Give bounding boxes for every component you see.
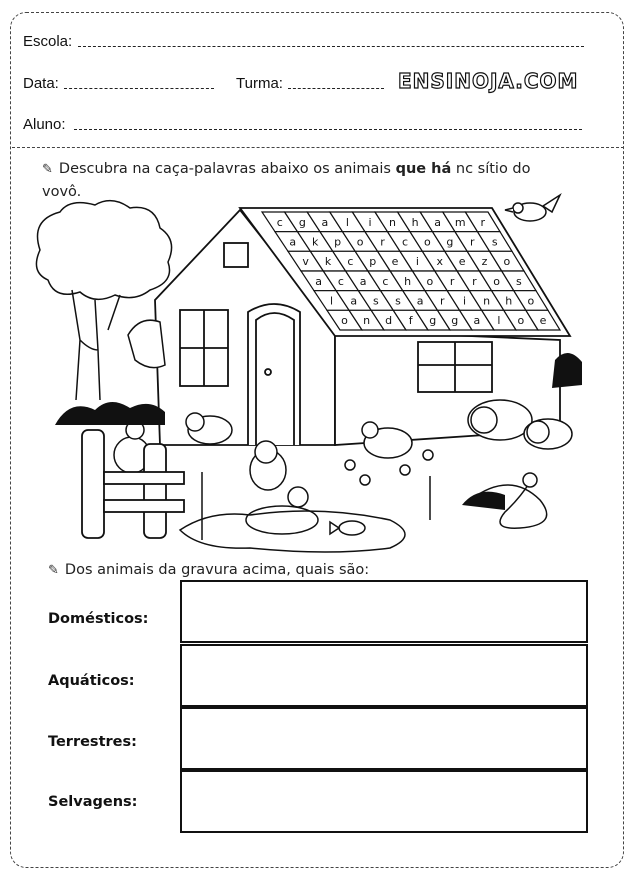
- instruction-2: [48, 562, 369, 578]
- grid-letter: a: [434, 215, 441, 229]
- grid-letter: k: [311, 235, 319, 249]
- label-domesticos: Domésticos:: [48, 611, 149, 627]
- grid-letter: a: [321, 215, 329, 229]
- grid-letter: e: [539, 314, 547, 328]
- grid-letter: c: [347, 255, 354, 269]
- grid-letter: a: [359, 274, 367, 288]
- aluno-label: Aluno:: [23, 116, 66, 133]
- instruction-1-text: Descubra na caça-palavras abaixo os animais: [58, 161, 396, 177]
- grid-letter: z: [481, 255, 488, 269]
- grid-letter: c: [276, 215, 283, 229]
- bird: [505, 195, 560, 221]
- grid-letter: g: [451, 314, 459, 328]
- grid-letter: e: [391, 255, 399, 269]
- grid-letter: r: [480, 215, 485, 229]
- grid-letter: c: [401, 235, 409, 249]
- grid-letter: o: [493, 274, 500, 288]
- grid-letter: l: [345, 215, 349, 229]
- horse: [128, 320, 165, 367]
- cat: [250, 441, 286, 490]
- grid-letter: o: [356, 235, 364, 249]
- brand-logo: ENSINOJA.COM: [398, 69, 579, 93]
- pencil-icon-2: ✎: [48, 563, 59, 578]
- pencil-icon: ✎: [42, 162, 53, 177]
- grid-letter: x: [436, 255, 444, 269]
- instruction-1-text-end: nc sítio do: [451, 161, 531, 177]
- grid-letter: o: [341, 314, 348, 328]
- data-label: Data:: [23, 75, 59, 92]
- grid-letter: m: [454, 215, 466, 229]
- answer-box-aquaticos[interactable]: [180, 644, 588, 707]
- grid-letter: l: [330, 294, 334, 308]
- grid-letter: a: [473, 314, 481, 328]
- grid-letter: o: [426, 274, 434, 288]
- grid-letter: o: [424, 235, 431, 249]
- grid-letter: i: [462, 294, 467, 308]
- grid-letter: c: [382, 274, 389, 288]
- grid-letter: c: [337, 274, 344, 288]
- grid-letter: d: [385, 314, 393, 328]
- grid-letter: v: [302, 255, 309, 269]
- grid-letter: g: [429, 314, 437, 328]
- grid-letter: n: [483, 294, 491, 308]
- grid-letter: s: [491, 235, 498, 249]
- instruction-2-text: Dos animais da gravura acima, quais são:: [64, 562, 370, 578]
- grid-letter: e: [458, 255, 466, 269]
- grid-letter: o: [503, 255, 511, 269]
- grid-letter: h: [404, 274, 412, 288]
- grid-letter: a: [315, 274, 322, 288]
- grid-letter: h: [411, 215, 419, 229]
- grid-letter: a: [416, 294, 424, 308]
- grid-letter: g: [446, 235, 454, 249]
- label-terrestres: Terrestres:: [48, 734, 137, 750]
- grid-letter: r: [380, 235, 385, 249]
- grid-letter: p: [369, 255, 377, 269]
- instruction-1-line2: vovô.: [42, 184, 82, 200]
- answer-box-terrestres[interactable]: [180, 707, 588, 770]
- label-aquaticos: Aquáticos:: [48, 673, 135, 689]
- fish: [330, 521, 365, 535]
- grid-letter: g: [298, 215, 306, 229]
- grid-letter: k: [324, 255, 332, 269]
- escola-label: Escola:: [23, 33, 73, 50]
- grid-letter: l: [497, 314, 501, 328]
- grid-letter: i: [415, 255, 419, 269]
- grid-letter: n: [363, 314, 371, 328]
- grid-letter: h: [505, 294, 513, 308]
- grid-letter: s: [373, 294, 379, 308]
- grid-letter: a: [350, 294, 358, 308]
- grid-letter: r: [470, 235, 475, 249]
- grid-letter: f: [408, 314, 413, 328]
- turma-label: Turma:: [236, 75, 283, 92]
- answer-box-domesticos[interactable]: [180, 580, 588, 643]
- grid-letter: p: [334, 235, 342, 249]
- grid-letter: a: [289, 235, 297, 249]
- label-selvagens: Selvagens:: [48, 794, 138, 810]
- grid-letter: s: [395, 294, 401, 308]
- grid-letter: r: [440, 294, 445, 308]
- grid-letter: s: [516, 274, 522, 288]
- grid-letter: i: [368, 215, 372, 229]
- grid-letter: r: [449, 274, 455, 288]
- grid-letter: r: [472, 274, 477, 288]
- pig-large: [468, 400, 532, 440]
- grid-letter: o: [527, 294, 535, 308]
- grid-letter: o: [517, 314, 525, 328]
- answer-box-selvagens[interactable]: [180, 770, 588, 833]
- tree: [36, 201, 171, 400]
- grid-letter: n: [389, 215, 397, 229]
- pig-small: [524, 419, 572, 449]
- instruction-1-bold: que há: [395, 161, 452, 177]
